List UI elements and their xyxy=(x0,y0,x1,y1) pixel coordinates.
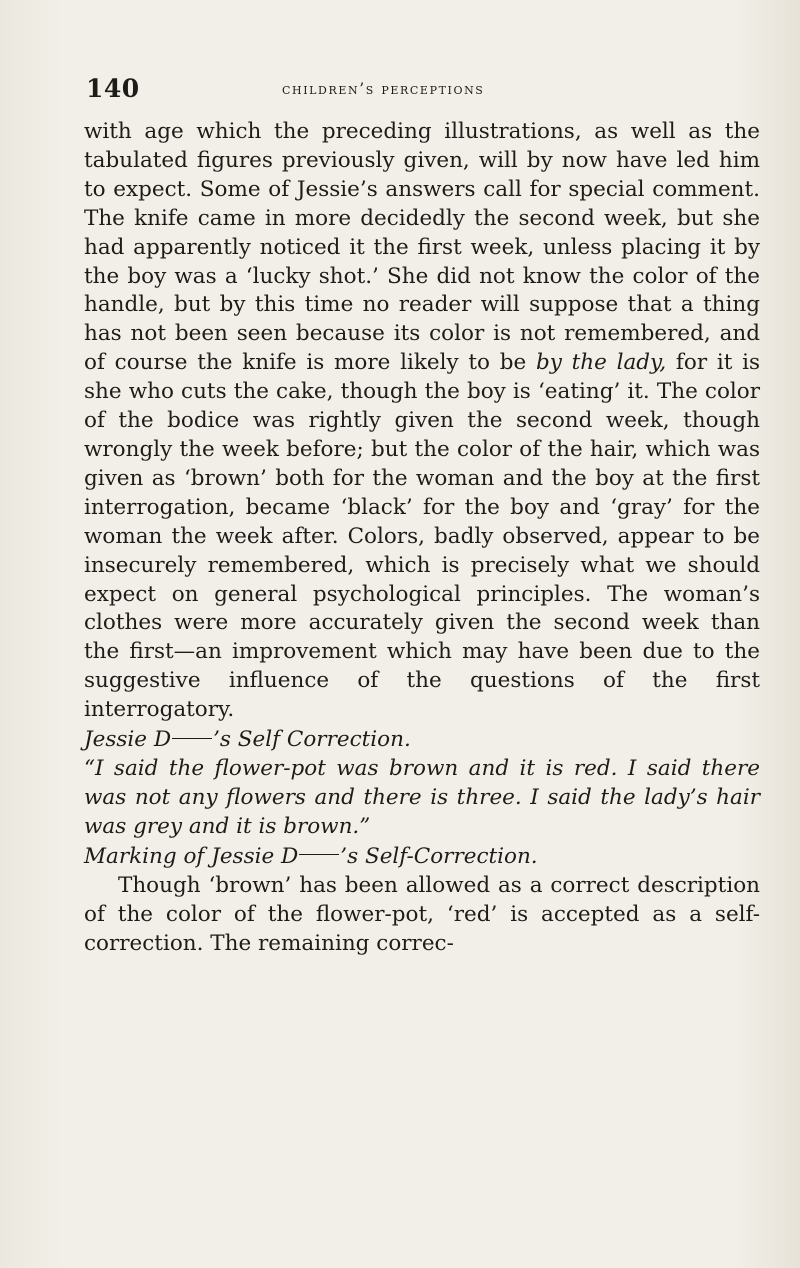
paragraph-1 xyxy=(84,118,760,725)
body-text xyxy=(84,118,760,958)
heading-2-name: Marking of Jessie D xyxy=(84,843,299,869)
section-heading-self-correction xyxy=(84,725,760,755)
heading-2-rest: ’s Self-Correction. xyxy=(340,843,538,869)
name-dash xyxy=(172,738,212,739)
heading-1-rest: ’s Self Correction. xyxy=(213,727,411,753)
quoted-self-correction: “I said the flower-pot was brown and it is red. I said there was not any flowers and there is three. I said the lady’s hair was grey and it is brown.” xyxy=(84,756,760,839)
page-header xyxy=(86,74,726,110)
name-dash xyxy=(299,854,339,855)
page-number: 140 xyxy=(86,74,140,103)
paragraph-1-text: with age which the preceding illustrations, as well as the tabulated figures previously given, will by now have led him to expect. Some of Jessie’s answers call for special comment. The knife came in more decidedly the second week, but she had apparently noticed it the first week, unless placing it by the boy was a ‘lucky shot.’ She did not know the color of the handle, but by this time no reader will suppose that a thing has not been seen because its color is not remembered, and of course the knife is more likely to be xyxy=(84,119,760,376)
section-heading-marking xyxy=(84,842,760,872)
paragraph-1-italic: by the lady, xyxy=(535,350,667,376)
paragraph-2: Though ‘brown’ has been allowed as a correct description of the color of the flower-pot, ‘red’ is accepted as a self-correction. The remaining correc- xyxy=(84,872,760,956)
paragraph-1-rest: for it is she who cuts the cake, though the boy is ‘eating’ it. The color of the bodice was rightly given the second week, though wrongly the week before; but the color of the hair, which was given as ‘brown’ both for the woman and the boy at the first interrogation, became ‘black’ for the boy and ‘gray’ for the woman the week after. Colors, badly observed, appear to be insecurely remembered, which is precisely what we should expect on general psychological principles. The woman’s clothes were more accurately given the second week than the first—an improvement which may have been due to the suggestive influence of the questions of the first interrogatory. xyxy=(84,350,761,723)
running-head: children’s perceptions xyxy=(282,80,485,98)
heading-1-name: Jessie D xyxy=(84,727,172,753)
